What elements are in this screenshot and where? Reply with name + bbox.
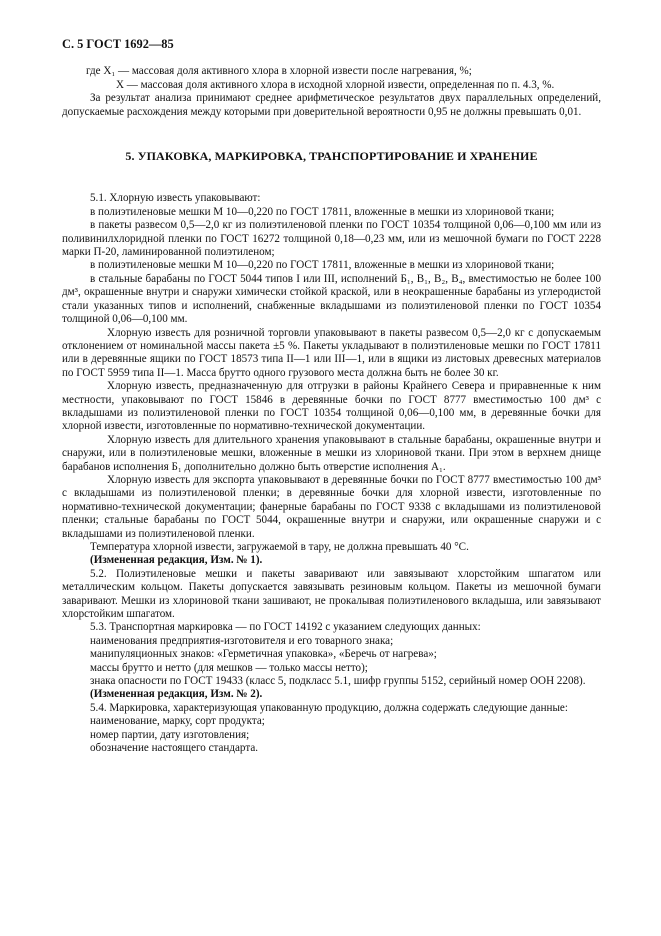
paragraph: массы брутто и нетто (для мешков — только массы нетто); [90, 661, 368, 674]
paragraph: в полиэтиленовые мешки М 10—0,220 по ГОСТ 17811, вложенные в мешки из хлориновой ткани; [90, 205, 555, 218]
formula-explanation-1: где X₁ — массовая доля активного хлора в хлорной извести после нагревания, %; [86, 65, 472, 78]
paragraph: 5.4. Маркировка, характеризующая упакованную продукцию, должна содержать следующие данные: [90, 701, 568, 714]
section-title: 5. УПАКОВКА, МАРКИРОВКА, ТРАНСПОРТИРОВАНИЕ И ХРАНЕНИЕ [125, 149, 538, 164]
section-body [62, 192, 601, 755]
paragraph: наименования предприятия-изготовителя и его товарного знака; [90, 634, 394, 647]
paragraph: 5.3. Транспортная маркировка — по ГОСТ 14192 с указанием следующих данных: [90, 621, 481, 634]
paragraph: Температура хлорной извести, загружаемой в тару, не должна превышать 40 °С. [90, 541, 469, 553]
document-page [62, 38, 601, 756]
paragraph: номер партии, дату изготовления; [90, 728, 250, 741]
paragraph: наименование, марку, сорт продукта; [90, 715, 265, 728]
paragraph: 5.1. Хлорную известь упаковывают: [90, 192, 261, 205]
paragraph: в пакеты развесом 0,5—2,0 кг из полиэтиленовой пленки по ГОСТ 10354 толщиной 0,06—0,100 мм или из поливинилхлоридной пленки по ГОСТ 16272 толщиной 0,18—0,23 мм, или из мешочной бумаги по ГОСТ 2228 марки П-20, ламинированной полиэтиленом; [62, 219, 601, 259]
paragraph: Хлорную известь для экспорта упаковывают в деревянные бочки по ГОСТ 8777 вместимостью 100 дм³ с вкладышами из полиэтиленовой пленки; в деревянные бочки для хлорной извести, изготовленные по нормативно-технической документации; фанерные барабаны по ГОСТ 9338 с вкладышами из полиэтиленовой пленки; стальные барабаны по ГОСТ 5044, окрашенные внутри и снаружи, или окрашенные снаружи и с вкладышами из полиэтиленовой пленки. [62, 473, 601, 540]
page-header: С. 5 ГОСТ 1692—85 [62, 37, 174, 51]
paragraph: в стальные барабаны по ГОСТ 5044 типов I или III, исполнений Б₁, В₁, В₂, В₄, вместимостью не более 100 дм³, окрашенные внутри и снаружи химически стойкой краской, или в неокрашенные барабаны из углеродистой стали указанных типов и исполнений, снабженные вкладышами из полиэтиленовой пленки по ГОСТ 10354 толщиной 0,06—0,100 мм. [62, 272, 601, 326]
paragraph: знака опасности по ГОСТ 19433 (класс 5, подкласс 5.1, шифр группы 5152, серийный номер ООН 2208). [90, 675, 586, 688]
paragraph: обозначение настоящего стандарта. [90, 742, 259, 755]
paragraph: Хлорную известь для розничной торговли упаковывают в пакеты развесом 0,5—2,0 кг с допускаемым отклонением от номинальной массы пакета ±5 %. Пакеты укладывают в полиэтиленовые мешки по ГОСТ 17811 или в деревянные ящики по ГОСТ 18573 типа II—1 или III—1, или в ящики из листовых древесных материалов по ГОСТ 5959 типа II—1. Масса брутто одного грузового места должна быть не более 30 кг. [62, 326, 601, 379]
paragraph: Хлорную известь, предназначенную для отгрузки в районы Крайнего Севера и приравненные к ним местности, упаковывают по ГОСТ 15846 в деревянные бочки по ГОСТ 8777 вместимостью 100 дм³ с вкладышами из полиэтиленовой пленки по ГОСТ 10354 толщиной 0,06—0,100 мм, в деревянные бочки для хлорной извести, изготовленные по нормативно-технической документации. [62, 380, 601, 433]
formula-explanation-2: X — массовая доля активного хлора в исходной хлорной извести, определенная по п. 4.3, %. [116, 78, 555, 91]
paragraph: манипуляционных знаков: «Герметичная упаковка», «Беречь от нагрева»; [90, 648, 437, 661]
result-paragraph: За результат анализа принимают среднее арифметическое результатов двух параллельных определений, допускаемые расхождения между которыми при доверительной вероятности 0,95 не должны превышать 0,01. [62, 92, 601, 118]
paragraph: 5.2. Полиэтиленовые мешки и пакеты заваривают или завязывают хлорстойким шпагатом или металлическим кольцом. Пакеты допускается завязывать резиновым кольцом. Пакеты из мешочной бумаги заваривают. Мешки из хлориновой ткани зашивают, не прокалывая полиэтиленового вкладыша, или завязывают хлорстойким шпагатом. [62, 567, 601, 621]
paragraph: (Измененная редакция, Изм. № 1). [90, 554, 263, 567]
paragraph: Хлорную известь для длительного хранения упаковывают в стальные барабаны, окрашенные внутри и снаружи, или в полиэтиленовые мешки, вложенные в мешки из хлориновой ткани. При этом в верхнем днище барабанов исполнения Б₁ дополнительно должно быть отверстие исполнения А₁. [62, 433, 601, 473]
paragraph: (Измененная редакция, Изм. № 2). [90, 688, 263, 701]
paragraph: в полиэтиленовые мешки М 10—0,220 по ГОСТ 17811, вложенные в мешки из хлориновой ткани; [90, 259, 555, 272]
